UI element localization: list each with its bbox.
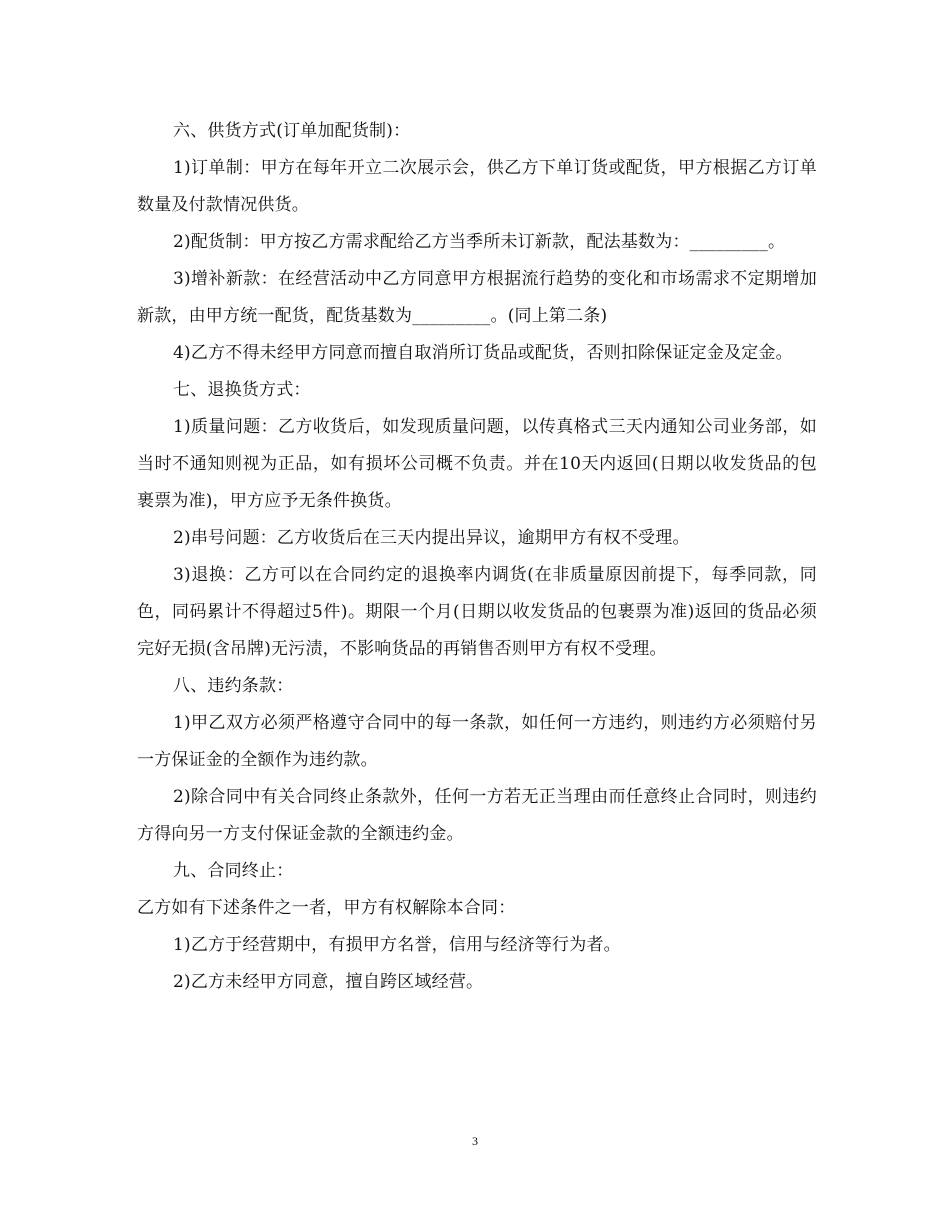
clause-no-cancellation: 4)乙方不得未经甲方同意而擅自取消所订货品或配货，否则扣除保证定金及定金。 [173,343,793,363]
clause-exchange: 3)退换：乙方可以在合同约定的退换率内调货(在非质量原因前提下，每季同款，同色，同码累计不得超过5件)。期限一个月(日期以收发货品的包裹票为准)返回的货品必须完好无损(含吊牌)无污渍，不影响货品的再销售否则甲方有权不受理。 [137,565,817,659]
clause-allocation-system: 2)配货制：甲方按乙方需求配给乙方当季所未订新款，配法基数为：_________。 [173,232,786,252]
clause-quality-issues: 1)质量问题：乙方收货后，如发现质量问题，以传真格式三天内通知公司业务部，如当时不通知则视为正品，如有损坏公司概不负责。并在10天内返回(日期以收发货品的包裹票为准)，甲方应予无条件换货。 [137,417,817,511]
clause-cross-region: 2)乙方未经甲方同意，擅自跨区域经营。 [173,972,484,992]
page-number: 3 [472,1134,478,1148]
clause-breach-compensation: 1)甲乙双方必须严格遵守合同中的每一条款，如任何一方违约，则违约方必须赔付另一方保证金的全额作为违约款。 [137,713,817,770]
clause-reputation-damage: 1)乙方于经营期中，有损甲方名誉，信用与经济等行为者。 [173,935,621,955]
section-heading-termination: 九、合同终止： [173,861,294,881]
termination-intro: 乙方如有下述条件之一者，甲方有权解除本合同： [137,898,516,918]
clause-order-system: 1)订单制：甲方在每年开立二次展示会，供乙方下单订货或配货，甲方根据乙方订单数量及付款情况供货。 [137,158,817,215]
clause-serial-issues: 2)串号问题：乙方收货后在三天内提出异议，逾期甲方有权不受理。 [173,528,690,548]
clause-new-styles: 3)增补新款：在经营活动中乙方同意甲方根据流行趋势的变化和市场需求不定期增加新款，由甲方统一配货，配货基数为_________。(同上第二条) [137,269,817,326]
section-heading-supply-method: 六、供货方式(订单加配货制)： [173,121,411,141]
document-body [137,113,817,1001]
clause-early-termination-penalty: 2)除合同中有关合同终止条款外，任何一方若无正当理由而任意终止合同时，则违约方得向另一方支付保证金款的全额违约金。 [137,787,817,844]
section-heading-breach: 八、违约条款： [173,676,294,696]
section-heading-returns: 七、退换货方式： [173,380,311,400]
